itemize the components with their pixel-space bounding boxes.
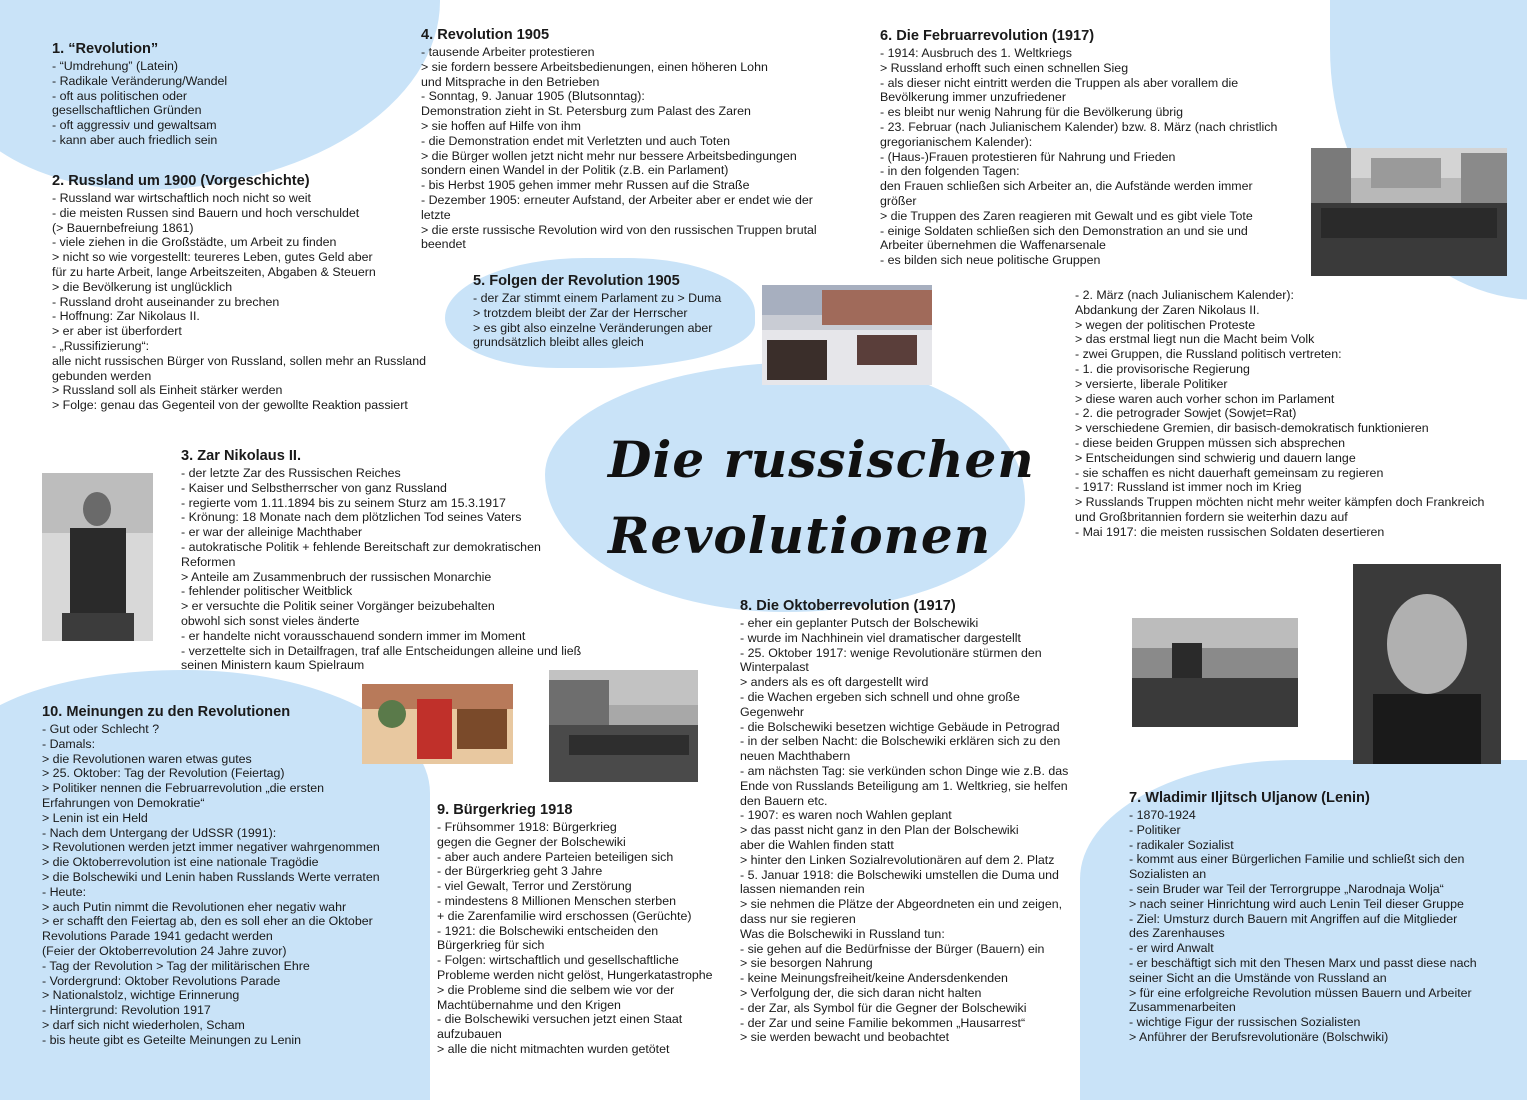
text-line: gebunden werden — [52, 368, 152, 383]
text-line: Winterpalast — [740, 660, 809, 675]
text-line: - die Wachen ergeben sich schnell und ohne große — [740, 689, 1020, 704]
text-line: - in den folgenden Tagen: — [880, 164, 1020, 179]
text-line: - 25. Oktober 1917: wenige Revolutionäre stürmen den — [740, 645, 1042, 660]
text-line: gegen die Gegner der Bolschewiki — [437, 834, 626, 849]
text-line: - kommt aus einer Bürgerlichen Familie und schließt sich den — [1129, 852, 1465, 867]
text-line: > alle die nicht mitmachten wurden getötet — [437, 1041, 670, 1056]
text-line: > die Bürger wollen jetzt nicht mehr nur bessere Arbeitsbedingungen — [421, 148, 797, 163]
photo-lenin-rede — [1132, 618, 1298, 727]
title-line-1: Die russischen — [608, 430, 1035, 489]
text-line: Gegenwehr — [740, 704, 805, 719]
section-heading: 3. Zar Nikolaus II. — [181, 448, 302, 464]
text-line: - er handelte nicht vorausschauend sondern immer im Moment — [181, 628, 526, 643]
text-line: - (Haus-)Frauen protestieren für Nahrung und Frieden — [880, 149, 1176, 164]
photo-februarrevolution-crowd — [1311, 148, 1507, 276]
text-line: - Tag der Revolution > Tag der militärischen Ehre — [42, 958, 310, 973]
section-body — [1129, 808, 1477, 1045]
text-line: > hinter den Linken Sozialrevolutionären auf dem 2. Platz — [740, 852, 1055, 867]
text-line: gregorianischem Kalender): — [880, 134, 1033, 149]
text-line: > er aber ist überfordert — [52, 324, 182, 339]
text-line: - Nach dem Untergang der UdSSR (1991): — [42, 825, 277, 840]
text-line: - Politiker — [1129, 822, 1181, 837]
text-line: > Verfolgung der, die sich daran nicht halten — [740, 985, 982, 1000]
text-line: dass nur sie regieren — [740, 911, 856, 926]
text-line: Probleme werden nicht gelöst, Hungerkatastrophe — [437, 967, 713, 982]
text-line: > sie besorgen Nahrung — [740, 956, 873, 971]
text-line: für zu harte Arbeit, lange Arbeitszeiten, Abgaben & Steuern — [52, 264, 376, 279]
text-line: > sie hoffen auf Hilfe von ihm — [421, 118, 581, 133]
text-line: Ende von Russlands Beteiligung am 1. Weltkrieg, sie helfen — [740, 778, 1068, 793]
text-line: + die Zarenfamilie wird erschossen (Gerüchte) — [437, 908, 692, 923]
text-line: - tausende Arbeiter protestieren — [421, 45, 595, 59]
text-line: - er beschäftigt sich mit den Thesen Marx und passt diese nach — [1129, 955, 1477, 970]
section-heading: 6. Die Februarrevolution (1917) — [880, 28, 1095, 44]
text-line: - bis Herbst 1905 gehen immer mehr Russen auf die Straße — [421, 178, 750, 193]
text-line: > er versuchte die Politik seiner Vorgänger beizubehalten — [181, 599, 495, 614]
text-line: - Heute: — [42, 884, 87, 899]
text-line: - mindestens 8 Millionen Menschen sterben — [437, 893, 676, 908]
text-line: - 1. die provisorische Regierung — [1075, 361, 1250, 376]
text-line: > nach seiner Hinrichtung wird auch Lenin Teil dieser Gruppe — [1129, 896, 1464, 911]
section-body — [1075, 288, 1484, 540]
text-line: - Dezember 1905: erneuter Aufstand, der Arbeiter aber er endet wie der — [421, 192, 813, 207]
text-line: - der Zar, als Symbol für die Gegner der Bolschewiki — [740, 1000, 1027, 1015]
section-body — [740, 616, 1068, 1045]
text-line: > anders als es oft dargestellt wird — [740, 675, 929, 690]
text-line: - sein Bruder war Teil der Terrorgruppe „Narodnaja Wolja“ — [1129, 881, 1444, 896]
text-line: > sie werden bewacht und beobachtet — [740, 1030, 950, 1045]
text-line: - regierte vom 1.11.1894 bis zu seinem Sturz am 15.3.1917 — [181, 495, 506, 510]
text-line: (> Bauernbefreiung 1861) — [52, 220, 194, 235]
text-line: und Mitsprache in den Betrieben — [421, 74, 600, 89]
text-line: - oft aus politischen oder — [52, 88, 187, 103]
section-body — [437, 820, 713, 1057]
text-line: Erfahrungen von Demokratie“ — [42, 795, 205, 810]
section-heading: 5. Folgen der Revolution 1905 — [473, 273, 680, 289]
text-line: - zwei Gruppen, die Russland politisch vertreten: — [1075, 347, 1342, 362]
text-line: - es bleibt nur wenig Nahrung für die Bevölkerung übrig — [880, 105, 1184, 120]
text-line: - kann aber auch friedlich sein — [52, 132, 218, 147]
text-line: - sie schaffen es nicht dauerhaft gemeinsam zu regieren — [1075, 465, 1384, 480]
text-line: Was die Bolschewiki in Russland tun: — [740, 926, 945, 941]
text-line: - als dieser nicht eintritt werden die Truppen als aber vorallem die — [880, 75, 1239, 90]
text-line: - wichtige Figur der russischen Sozialisten — [1129, 1015, 1361, 1030]
text-line: - 2. März (nach Julianischem Kalender): — [1075, 288, 1294, 302]
text-line: > Russland soll als Einheit stärker werden — [52, 383, 283, 398]
text-line: - verzettelte sich in Detailfragen, traf alle Entscheidungen alleine und ließ — [181, 643, 582, 658]
section-body — [880, 46, 1277, 268]
section-body — [42, 722, 380, 1048]
section-revolution-1905 — [421, 27, 817, 252]
text-line: > Russlands Truppen möchten nicht mehr weiter kämpfen doch Frankreich — [1075, 495, 1485, 510]
text-line: > Russland erhofft such einen schnellen Sieg — [880, 60, 1129, 75]
text-line: - 1917: Russland ist immer noch im Krieg — [1075, 480, 1302, 495]
text-line: > das passt nicht ganz in den Plan der Bolschewiki — [740, 823, 1019, 838]
text-line: > auch Putin nimmt die Revolutionen eher negativ wahr — [42, 899, 347, 914]
text-line: - in der selben Nacht: die Bolschewiki erklären sich zu den — [740, 734, 1061, 749]
text-line: - Ziel: Umsturz durch Bauern mit Angriffen auf die Mitglieder — [1129, 911, 1458, 926]
text-line: sondern einen Wandel in der Politik (z.B. ein Parlament) — [421, 163, 729, 178]
text-line: größer — [880, 193, 917, 208]
text-line: seinen Ministern kaum Spielraum — [181, 658, 365, 673]
text-line: und Großbritannien fordern sie weiterhin dazu auf — [1075, 509, 1348, 524]
text-line: - aber auch andere Parteien beteiligen sich — [437, 849, 674, 864]
text-line: - Vordergrund: Oktober Revolutions Parade — [42, 973, 281, 988]
text-line: den Frauen schließen sich Arbeiter an, die Aufstände werden immer — [880, 179, 1253, 194]
text-line: - 2. die petrograder Sowjet (Sowjet=Rat) — [1075, 406, 1297, 421]
section-russland-1900 — [52, 173, 426, 413]
text-line: > Entscheidungen sind schwierig und dauern lange — [1075, 450, 1356, 465]
text-line: - oft aggressiv und gewaltsam — [52, 118, 217, 133]
text-line: Zusammenarbeiten — [1129, 1000, 1236, 1015]
section-body — [52, 59, 227, 148]
section-heading: 7. Wladimir Iljitsch Uljanow (Lenin) — [1129, 790, 1370, 806]
text-line: - Russland droht auseinander zu brechen — [52, 294, 280, 309]
text-line: > die Oktoberrevolution ist eine nationale Tragödie — [42, 855, 319, 870]
text-line: > nicht so wie vorgestellt: teureres Leben, gutes Geld aber — [52, 250, 373, 265]
text-line: > die Probleme sind die selbem wie vor der — [437, 982, 675, 997]
text-line: - Russland war wirtschaftlich noch nicht so weit — [52, 191, 311, 205]
text-line: - wurde im Nachhinein viel dramatischer dargestellt — [740, 630, 1021, 645]
text-line: > die Truppen des Zaren reagieren mit Gewalt und es gibt viele Tote — [880, 208, 1253, 223]
text-line: - fehlender politischer Weitblick — [181, 584, 353, 599]
text-line: Reformen — [181, 554, 236, 569]
text-line: - keine Meinungsfreiheit/keine Andersdenkenden — [740, 971, 1008, 986]
text-line: > diese waren auch vorher schon im Parlament — [1075, 391, 1335, 406]
text-line: des Zarenhauses — [1129, 926, 1225, 941]
text-line: Machtübernahme und den Krigen — [437, 997, 621, 1012]
text-line: - viel Gewalt, Terror und Zerstörung — [437, 879, 632, 894]
text-line: (Feier der Oktoberrevolution 24 Jahre zuvor) — [42, 943, 287, 958]
text-line: - Krönung: 18 Monate nach dem plötzlichen Tod seines Vaters — [181, 510, 522, 525]
section-lenin — [1129, 790, 1477, 1045]
text-line: Bürgerkrieg für sich — [437, 938, 545, 953]
text-line: > darf sich nicht wiederholen, Scham — [42, 1017, 245, 1032]
text-line: - 1907: es waren noch Wahlen geplant — [740, 808, 952, 823]
section-oktoberrevolution — [740, 598, 1068, 1045]
section-body — [52, 191, 426, 413]
text-line: > 25. Oktober: Tag der Revolution (Feiertag) — [42, 766, 285, 781]
text-line: - sie gehen auf die Bedürfnisse der Bürger (Bauern) ein — [740, 941, 1045, 956]
text-line: grundsätzlich bleibt alles gleich — [473, 335, 644, 350]
text-line: Bevölkerung immer unzufriedener — [880, 90, 1066, 105]
text-line: alle nicht russischen Bürger von Russland, sollen mehr an Russland — [52, 353, 426, 368]
text-line: neuen Machthabern — [740, 749, 851, 764]
text-line: > Politiker nennen die Februarrevolution „die ersten — [42, 781, 325, 796]
text-line: > trotzdem bleibt der Zar der Herrscher — [473, 305, 688, 320]
text-line: > die Bevölkerung ist unglücklich — [52, 279, 233, 294]
text-line: > die Bolschewiki und Lenin haben Russlands Werte verraten — [42, 869, 380, 884]
text-line: - „Russifizierung“: — [52, 338, 150, 353]
text-line: aufzubauen — [437, 1027, 502, 1042]
text-line: - Hintergrund: Revolution 1917 — [42, 1003, 211, 1018]
text-line: - Kaiser und Selbstherrscher von ganz Russland — [181, 480, 447, 495]
photo-sowjet-gemaelde — [362, 684, 513, 764]
text-line: > Folge: genau das Gegenteil von der gewollte Reaktion passiert — [52, 398, 408, 413]
title-line-2: Revolutionen — [608, 506, 992, 565]
text-line: Sozialisten an — [1129, 867, 1207, 882]
text-line: - eher ein geplanter Putsch der Bolschewiki — [740, 616, 979, 630]
text-line: - Damals: — [42, 736, 96, 751]
text-line: beendet — [421, 237, 466, 252]
text-line: - radikaler Sozialist — [1129, 837, 1234, 852]
text-line: - es bilden sich neue politische Gruppen — [880, 253, 1101, 268]
text-line: Arbeiter übernehmen die Waffenarsenale — [880, 238, 1106, 253]
main-title — [608, 422, 1035, 574]
section-heading: 2. Russland um 1900 (Vorgeschichte) — [52, 173, 310, 189]
text-line: - die Demonstration endet mit Verletzten und auch Toten — [421, 133, 731, 148]
text-line: - der Zar stimmt einem Parlament zu > Duma — [473, 291, 722, 305]
text-line: aber die Wahlen finden statt — [740, 837, 894, 852]
text-line: - 1921: die Bolschewiki entscheiden den — [437, 923, 659, 938]
text-line: - der Zar und seine Familie bekommen „Hausarrest“ — [740, 1015, 1026, 1030]
section-body — [181, 466, 581, 673]
text-line: - Hoffnung: Zar Nikolaus II. — [52, 309, 200, 324]
text-line: - die Bolschewiki besetzen wichtige Gebäude in Petrograd — [740, 719, 1060, 734]
text-line: - die Bolschewiki versuchen jetzt einen Staat — [437, 1012, 683, 1027]
text-line: letzte — [421, 207, 451, 222]
text-line: gesellschaftlichen Gründen — [52, 103, 202, 118]
section-body — [421, 45, 817, 252]
text-line: - Gut oder Schlecht ? — [42, 722, 160, 736]
text-line: - er war der alleinige Machthaber — [181, 525, 363, 540]
section-zar-nikolaus — [181, 448, 581, 673]
text-line: > es gibt also einzelne Veränderungen aber — [473, 320, 713, 335]
text-line: - er wird Anwalt — [1129, 941, 1214, 956]
text-line: - Mai 1917: die meisten russischen Soldaten desertieren — [1075, 524, 1385, 539]
text-line: - Folgen: wirtschaftlich und gesellschaftliche — [437, 953, 679, 968]
photo-blutsonntag-painting — [762, 285, 932, 385]
text-line: lassen niemanden rein — [740, 882, 865, 897]
text-line: den Bauern etc. — [740, 793, 828, 808]
section-heading: 10. Meinungen zu den Revolutionen — [42, 704, 291, 720]
text-line: - der letzte Zar des Russischen Reiches — [181, 466, 401, 480]
section-meinungen — [42, 704, 380, 1048]
text-line: - Radikale Veränderung/Wandel — [52, 73, 228, 88]
text-line: > die erste russische Revolution wird von den russischen Truppen brutal — [421, 222, 817, 237]
text-line: > sie nehmen die Plätze der Abgeordneten ein und zeigen, — [740, 897, 1063, 912]
section-februarrevolution — [880, 28, 1277, 268]
text-line: > für eine erfolgreiche Revolution müssen Bauern und Arbeiter — [1129, 985, 1472, 1000]
section-heading: 1. “Revolution” — [52, 41, 159, 57]
section-februarrevolution-continued — [1075, 288, 1484, 540]
section-buergerkrieg — [437, 802, 713, 1057]
section-heading: 9. Bürgerkrieg 1918 — [437, 802, 573, 818]
photo-lenin-portrait — [1353, 564, 1501, 764]
text-line: - bis heute gibt es Geteilte Meinungen zu Lenin — [42, 1032, 301, 1047]
section-heading: 8. Die Oktoberrevolution (1917) — [740, 598, 956, 614]
text-line: > die Revolutionen waren etwas gutes — [42, 751, 252, 766]
section-folgen-1905 — [473, 273, 721, 350]
text-line: - Frühsommer 1918: Bürgerkrieg — [437, 820, 617, 834]
text-line: > wegen der politischen Proteste — [1075, 317, 1256, 332]
text-line: - der Bürgerkrieg geht 3 Jahre — [437, 864, 603, 879]
text-line: - 23. Februar (nach Julianischem Kalender) bzw. 8. März (nach christlich — [880, 119, 1278, 134]
text-line: > versierte, liberale Politiker — [1075, 376, 1228, 391]
photo-parade — [549, 670, 698, 782]
text-line: - “Umdrehung” (Latein) — [52, 59, 179, 73]
text-line: > sie fordern bessere Arbeitsbedienungen, einen höheren Lohn — [421, 59, 768, 74]
text-line: - einige Soldaten schließen sich den Demonstration an und sie und — [880, 223, 1248, 238]
text-line: - Sonntag, 9. Januar 1905 (Blutsonntag): — [421, 89, 645, 104]
text-line: - diese beiden Gruppen müssen sich absprechen — [1075, 435, 1346, 450]
text-line: seiner Sicht an die Umstände von Russland an — [1129, 970, 1387, 985]
text-line: - 5. Januar 1918: die Bolschewiki umstellen die Duma und — [740, 867, 1059, 882]
text-line: Demonstration zieht in St. Petersburg zum Palast des Zaren — [421, 104, 751, 119]
text-line: > Anteile am Zusammenbruch der russischen Monarchie — [181, 569, 492, 584]
section-revolution-definition — [52, 41, 227, 148]
text-line: > Anführer der Berufsrevolutionäre (Bolschwiki) — [1129, 1029, 1389, 1044]
text-line: Abdankung der Zaren Nikolaus II. — [1075, 302, 1260, 317]
text-line: - autokratische Politik + fehlende Bereitschaft zur demokratischen — [181, 539, 541, 554]
text-line: - 1914: Ausbruch des 1. Weltkriegs — [880, 46, 1072, 60]
text-line: obwohl sich sonst vieles änderte — [181, 613, 360, 628]
photo-zar-nikolaus-portrait — [42, 473, 153, 641]
text-line: > das erstmal liegt nun die Macht beim Volk — [1075, 332, 1315, 347]
text-line: > er schafft den Feiertag ab, den es soll eher an die Oktober — [42, 914, 373, 929]
text-line: > Nationalstolz, wichtige Erinnerung — [42, 988, 240, 1003]
section-heading: 4. Revolution 1905 — [421, 27, 550, 43]
text-line: - 1870-1924 — [1129, 808, 1196, 822]
text-line: - viele ziehen in die Großstädte, um Arbeit zu finden — [52, 235, 337, 250]
text-line: - am nächsten Tag: sie verkünden schon Dinge wie z.B. das — [740, 763, 1069, 778]
text-line: > Revolutionen werden jetzt immer negativer wahrgenommen — [42, 840, 380, 855]
text-line: > Lenin ist ein Held — [42, 810, 148, 825]
text-line: Revolutions Parade 1941 gedacht werden — [42, 929, 273, 944]
section-body — [473, 291, 721, 350]
text-line: - die meisten Russen sind Bauern und hoch verschuldet — [52, 205, 360, 220]
text-line: > verschiedene Gremien, dir basisch-demokratisch funktionieren — [1075, 421, 1429, 436]
